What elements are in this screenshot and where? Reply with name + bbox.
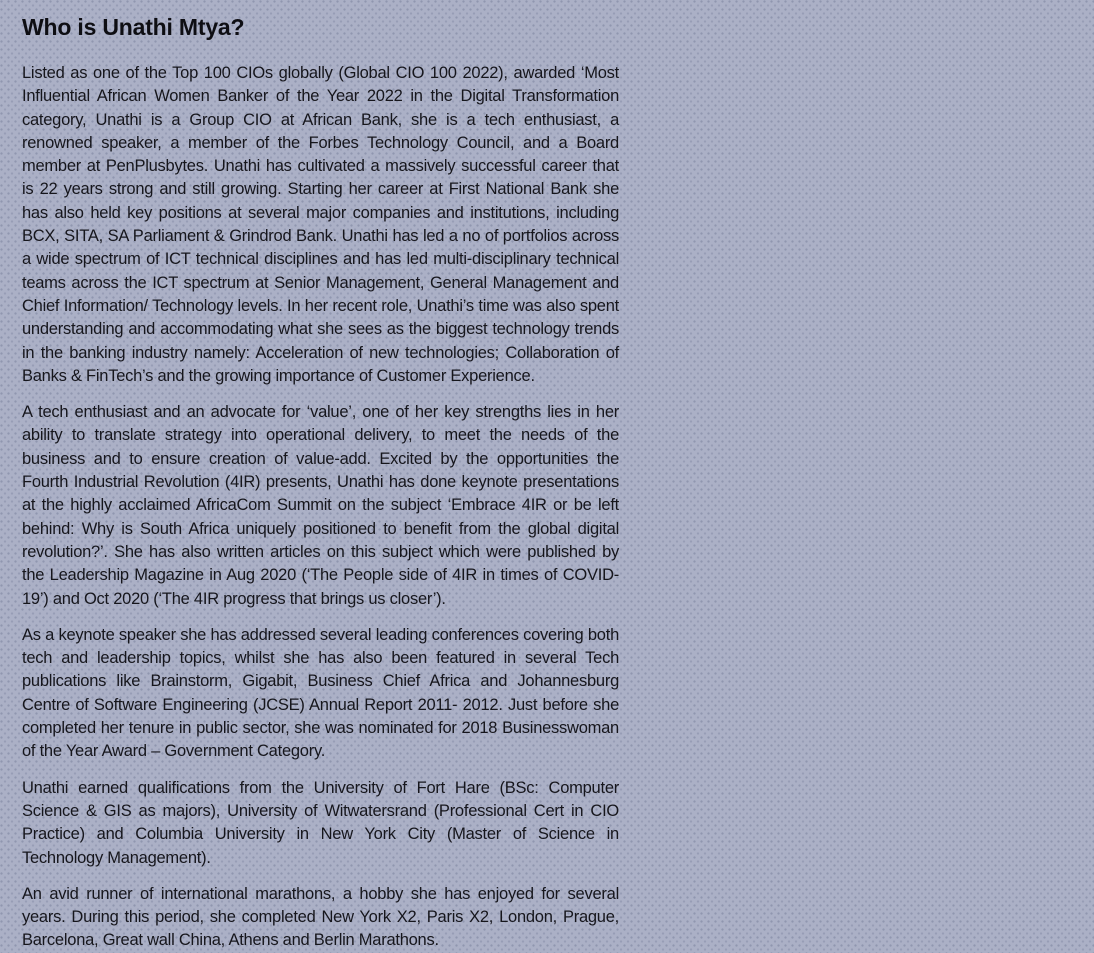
page-title: Who is Unathi Mtya? [22, 14, 245, 40]
bio-paragraph-qualifications: Unathi earned qualifications from the University of Fort Hare (BSc: Computer Science & GIS as majors), University of Witwatersrand (Professional Cert in CIO Practice) and Columbia University in New York City (Master of Science in Technology Management). [22, 778, 619, 867]
bio-paragraph-career: Listed as one of the Top 100 CIOs globally (Global CIO 100 2022), awarded ‘Most Influential African Women Banker of the Year 2022 in the Digital Transformation category, Unathi is a Group CIO at African Bank, she is a tech enthusiast, a renowned speaker, a member of the Forbes Technology Council, and a Board member at PenPlusbytes. Unathi has cultivated a massively successful career that is 22 years strong and still growing. Starting her career at First National Bank she has also held key positions at several major companies and institutions, including BCX, SITA, SA Parliament & Grindrod Bank. Unathi has led a no of portfolios across a wide spectrum of ICT technical disciplines and has led multi-disciplinary technical teams across the ICT spectrum at Senior Management, General Management and Chief Information/ Technology levels. In her recent role, Unathi’s time was also spent understanding and accommodating what she sees as the biggest technology trends in the banking industry namely: Acceleration of new technologies; Collaboration of Banks & FinTech’s and the growing importance of Customer Experience. [22, 64, 619, 385]
bio-paragraph-marathons: An avid runner of international marathons, a hobby she has enjoyed for several years. During this period, she completed New York X2, Paris X2, London, Prague, Barcelona, Great wall China, Athens and Berlin Marathons. [22, 884, 619, 950]
bio-paragraph-4ir: A tech enthusiast and an advocate for ‘value’, one of her key strengths lies in her ability to translate strategy into operational delivery, to meet the needs of the business and to ensure creation of value-add. Excited by the opportunities the Fourth Industrial Revolution (4IR) presents, Unathi has done keynote presentations at the highly acclaimed AfricaCom Summit on the subject ‘Embrace 4IR or be left behind: Why is South Africa uniquely positioned to benefit from the global digital revolution?’. She has also written articles on this subject which were published by the Leadership Magazine in Aug 2020 (‘The People side of 4IR in times of COVID-19’) and Oct 2020 (‘The 4IR progress that brings us closer’). [22, 403, 619, 608]
bio-paragraph-speaker: As a keynote speaker she has addressed several leading conferences covering both tech and leadership topics, whilst she has also been featured in several Tech publications like Brainstorm, Gigabit, Business Chief Africa and Johannesburg Centre of Software Engineering (JCSE) Annual Report 2011- 2012. Just before she completed her tenure in public sector, she was nominated for 2018 Businesswoman of the Year Award – Government Category. [22, 625, 619, 761]
bio-text-column [22, 13, 619, 953]
